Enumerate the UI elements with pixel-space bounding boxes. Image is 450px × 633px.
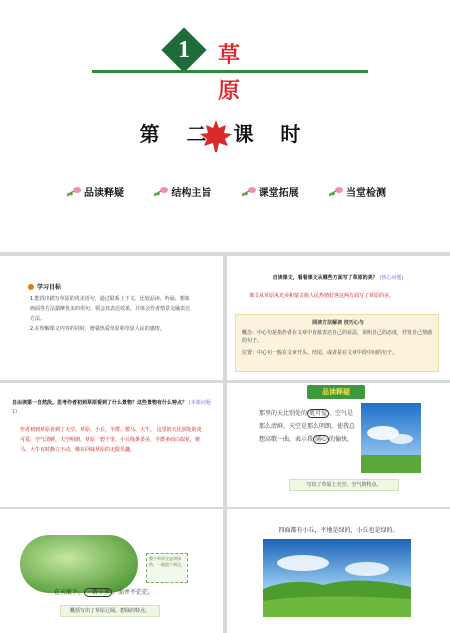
method-box xyxy=(235,314,439,372)
question-hint: (核心问题) xyxy=(379,275,404,281)
nav-label: 品读释疑 xyxy=(84,187,124,199)
lesson-number: 1 xyxy=(178,37,190,63)
side-note: 整个草原全是翠绿的，一眼望不到边。 xyxy=(146,553,188,583)
goals-heading xyxy=(28,282,61,291)
line-prefix: 在天底下， xyxy=(54,589,85,596)
circled-word: 更可爱 xyxy=(309,410,328,417)
green-field-photo xyxy=(20,535,138,593)
nav-item-extension[interactable] xyxy=(241,184,299,199)
title-char-yuan: 原 xyxy=(218,78,241,104)
flower-icon xyxy=(153,185,169,197)
poem-mid: ，空气是那么清鲜，天空是那么明朗，使我总想高歌一曲，表示我 xyxy=(259,410,356,443)
hills-photo xyxy=(263,539,411,617)
title-char-cao: 草 xyxy=(218,42,241,68)
goals-heading-text: 学习目标 xyxy=(37,284,62,291)
line-suffix: ，而并不茫茫。 xyxy=(112,589,155,596)
circled-word: 满心 xyxy=(315,436,328,443)
title-divider xyxy=(92,70,368,73)
reading-question xyxy=(233,274,443,281)
session-title: 第 二 课 时 xyxy=(139,122,311,146)
section-banner: 品读释疑 xyxy=(307,385,365,399)
question-text: 自读课文，看看课文从哪些方面写了草原的美？ xyxy=(272,275,378,281)
poem-text xyxy=(259,407,359,446)
goal-item: 2.在理解课文内容的同时，增强热爱草原和草原人民的感情。 xyxy=(30,326,165,332)
goal-item: 1.能找出描写草原的优美语句，通过联系上下文、比较品读、吟诵、想象画面等方法揣摩优美的语句，领会其表达效果，并体会作者情景交融表达方法。 xyxy=(30,296,191,322)
paragraph-question xyxy=(12,399,212,417)
flower-icon xyxy=(66,185,82,197)
question-text: 自由读第一自然段。思考作者初到草原看到了什么景物？这些景物有什么特点？ xyxy=(12,400,188,406)
field-note: 概括写出了草原辽阔、碧绿的特点。 xyxy=(60,605,160,617)
nav-label: 课堂拓展 xyxy=(258,187,299,199)
question-hint: (本课问题1) xyxy=(12,400,211,415)
section-nav xyxy=(66,182,386,200)
method-line: 概念：中心句是指作者在文章中直接表达自己的看法，说明自己的态度，抒发自己情感的句子。 xyxy=(242,330,433,344)
nav-label: 结构主旨 xyxy=(171,187,212,199)
hills-slide xyxy=(227,509,450,633)
nav-item-quiz[interactable] xyxy=(328,184,386,199)
reading-slide xyxy=(227,256,450,380)
sky-grassland-photo xyxy=(361,403,421,473)
green-field-slide xyxy=(0,509,223,633)
flower-icon xyxy=(241,185,257,197)
reading-answer: 课文从草原风光美和蒙古族人民热情好客这两方面写了草原的美。 xyxy=(249,293,395,299)
goals-list xyxy=(30,294,190,334)
circled-word: 一碧千里 xyxy=(86,589,111,596)
flower-icon xyxy=(328,185,344,197)
bullet-icon xyxy=(28,284,34,290)
cover-slide xyxy=(0,0,450,252)
method-line: 位置：中心句一般在文章开头、结尾，或者是在文章中段中间的句子。 xyxy=(242,350,398,356)
nav-label: 当堂检测 xyxy=(345,187,386,199)
first-paragraph-slide xyxy=(0,383,223,507)
method-box-title: 阅读方法解读 技巧心与 xyxy=(312,320,364,326)
analysis-note: 写出了草原上天空、空气的特点。 xyxy=(289,479,399,491)
field-line xyxy=(54,587,174,596)
paragraph-answer: 作者初到草原看到了天空、草原、小丘、羊群、骏马、大牛。 这里的天比别处的更可爱，空气清鲜，天空明朗。草原一碧千里，小丘线条柔美，羊群多而白似花，骏马、大牛有时静立不动，像在回味草原的无限乐趣。 xyxy=(20,427,202,453)
poem-suffix: 的愉快。 xyxy=(329,436,354,443)
nav-item-structure[interactable] xyxy=(153,184,211,199)
goals-slide xyxy=(0,256,223,380)
hills-line: 四面都有小丘，平地是绿的，小丘也是绿的。 xyxy=(278,527,399,534)
nav-item-reading[interactable] xyxy=(66,184,124,199)
poem-prefix: 那里的天比别处的 xyxy=(259,410,308,417)
analysis-slide xyxy=(227,383,450,507)
